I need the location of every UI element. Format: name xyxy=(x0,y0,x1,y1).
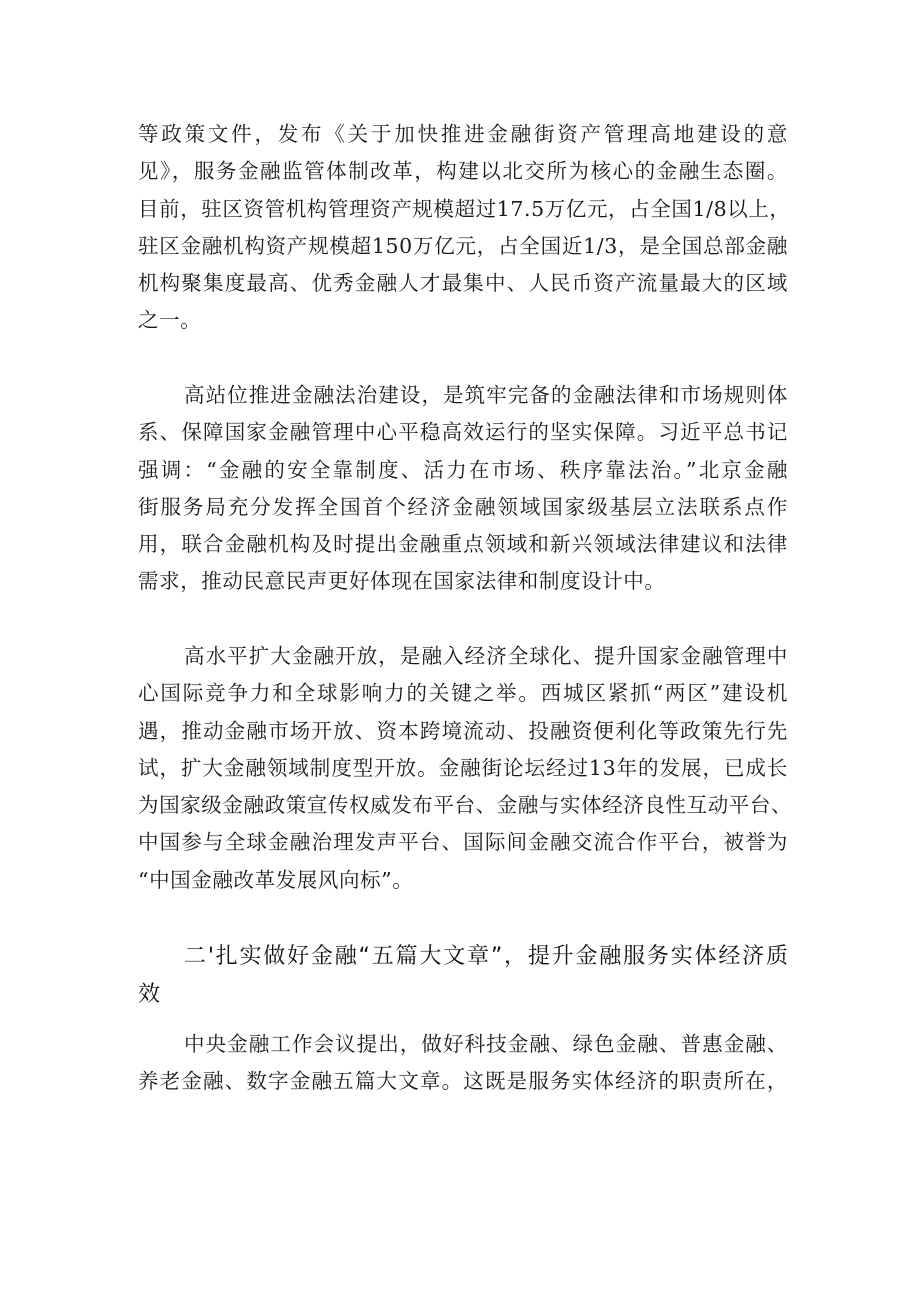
text-line: 等政策文件，发布《关于加快推进金融街资产管理高地建设的意 xyxy=(138,122,788,146)
text-line: 见》，服务金融监管体制改革，构建以北交所为核心的金融生态圈。 xyxy=(138,159,788,184)
text-line: 需求，推动民意民声更好体现在国家法律和制度设计中。 xyxy=(138,569,666,594)
text-line: “中国金融改革发展风向标”。 xyxy=(138,867,414,892)
text-line: 为国家级金融政策宣传权威发布平台、金融与实体经济良性互动平台、 xyxy=(138,793,793,818)
text-line: 系、保障国家金融管理中心平稳高效运行的坚实保障。习近平总书记 xyxy=(138,420,788,445)
text-line: 机构聚集度最高、优秀金融人才最集中、人民币资产流量最大的区域 xyxy=(138,271,788,296)
text-line: 用，联合金融机构及时提出金融重点领域和新兴领域法律建议和法律 xyxy=(138,532,788,557)
text-line: 驻区金融机构资产规模超150万亿元，占全国近1/3，是全国总部金融 xyxy=(138,233,788,258)
text-line: 试，扩大金融领域制度型开放。金融街论坛经过13年的发展，已成长 xyxy=(138,755,788,780)
paragraph-financial-opening xyxy=(138,638,793,899)
paragraph-five-articles xyxy=(138,1026,788,1101)
text-line: 高站位推进金融法治建设，是筑牢完备的金融法律和市场规则体 xyxy=(184,383,788,407)
text-line: 强调：“金融的安全靠制度、活力在市场、秩序靠法治。”北京金融 xyxy=(138,457,788,482)
section-heading xyxy=(138,938,788,1014)
text-line: 目前，驻区资管机构管理资产规模超过17.5万亿元，占全国1/8以上， xyxy=(138,196,791,221)
text-line: 中国参与全球金融治理发声平台、国际间金融交流合作平台，被誉为 xyxy=(138,830,788,855)
text-line: 高水平扩大金融开放，是融入经济全球化、提升国家金融管理中 xyxy=(184,644,788,668)
text-line: 养老金融、数字金融五篇大文章。这既是服务实体经济的职责所在， xyxy=(138,1069,788,1094)
heading-line: 效 xyxy=(138,982,161,1007)
heading-line: 二'扎实做好金融“五篇大文章”，提升金融服务实体经济质 xyxy=(184,944,788,969)
text-line: 之一。 xyxy=(138,308,202,333)
text-line: 遇，推动金融市场开放、资本跨境流动、投融资便利化等政策先行先 xyxy=(138,718,788,743)
paragraph-rule-of-law xyxy=(138,377,788,601)
paragraph-asset-management xyxy=(138,116,791,340)
text-line: 街服务局充分发挥全国首个经济金融领域国家级基层立法联系点作 xyxy=(138,494,788,519)
text-line: 心国际竞争力和全球影响力的关键之举。西城区紧抓“两区”建设机 xyxy=(138,681,788,706)
text-line: 中央金融工作会议提出，做好科技金融、绿色金融、普惠金融、 xyxy=(184,1032,788,1056)
